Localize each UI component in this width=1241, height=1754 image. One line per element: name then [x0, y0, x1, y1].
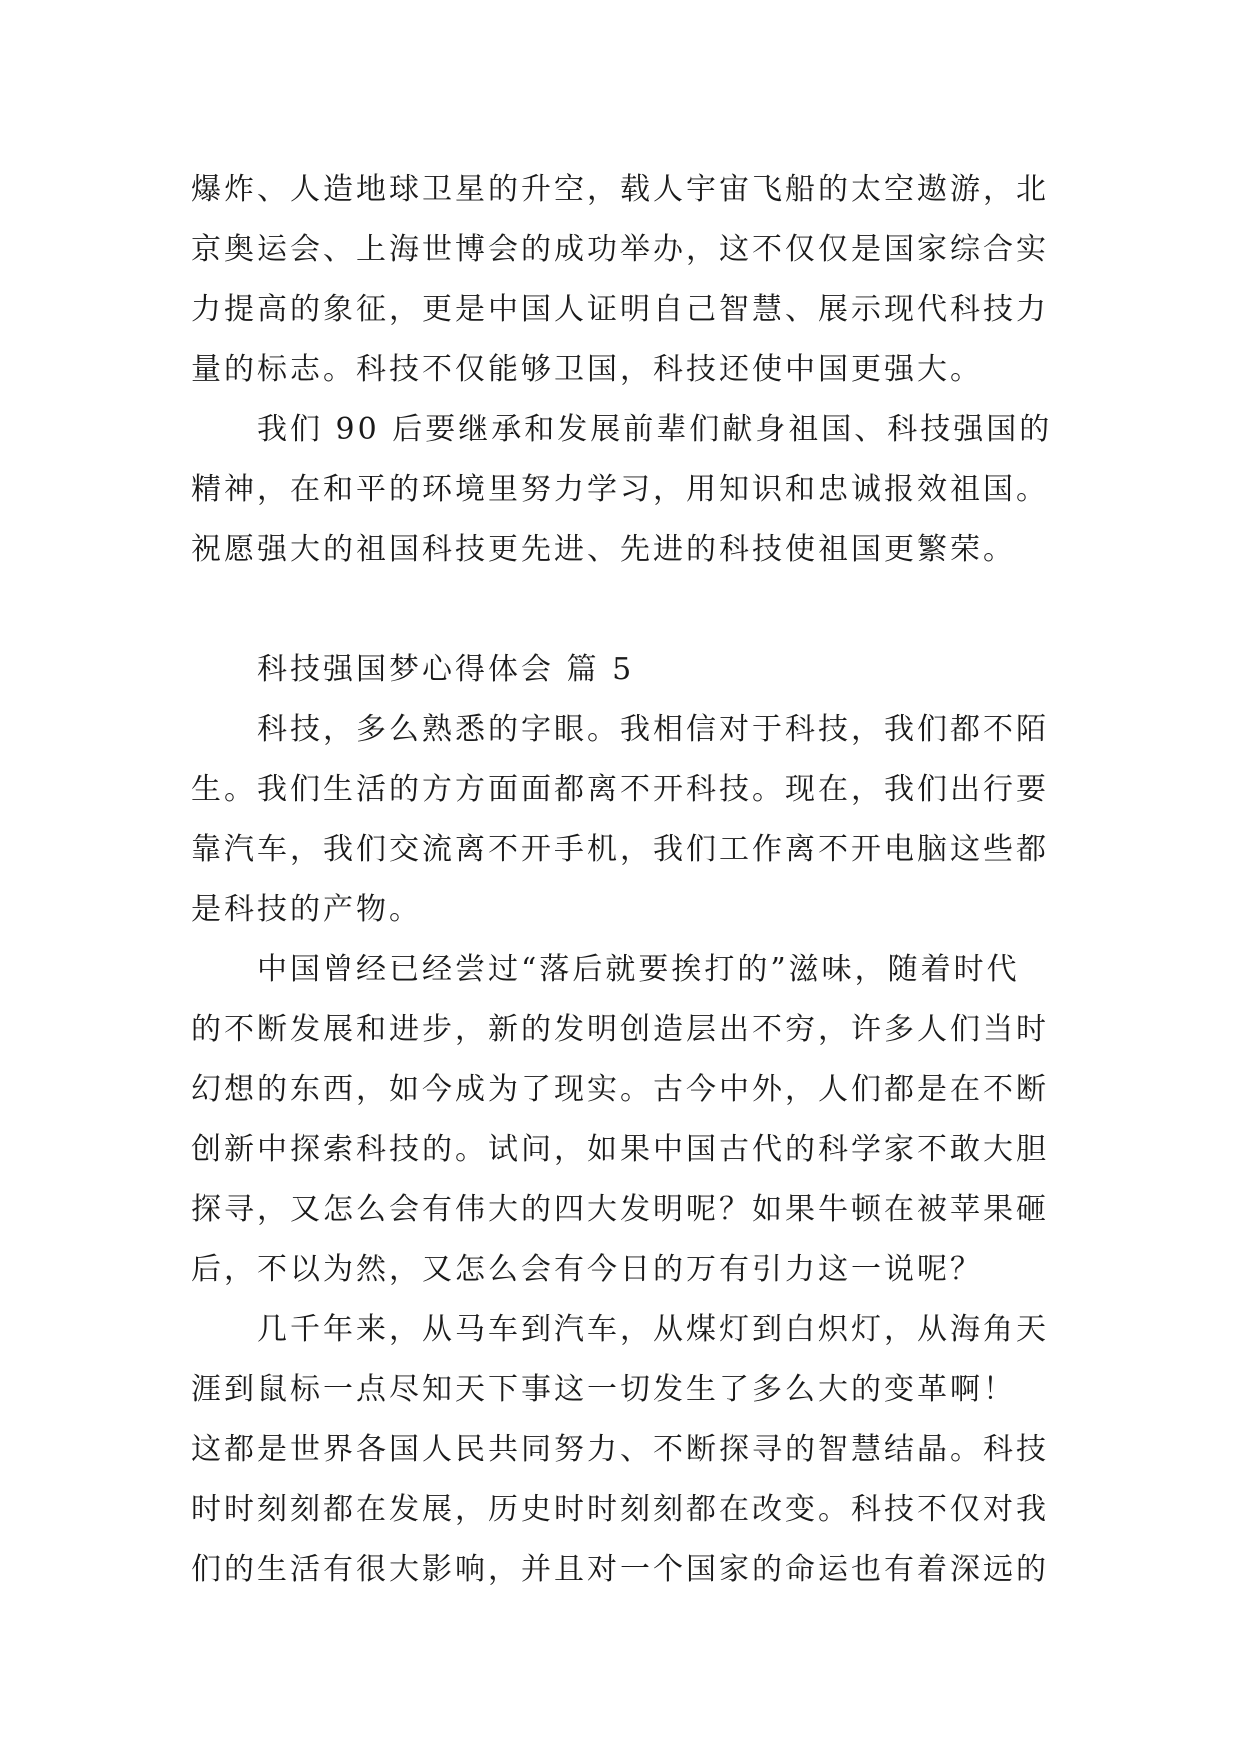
- text-line: 科技，多么熟悉的字眼。我相信对于科技，我们都不陌: [257, 712, 1049, 747]
- paragraph: [191, 700, 1061, 940]
- text-line: 京奥运会、上海世博会的成功举办，这不仅仅是国家综合实: [191, 232, 1049, 267]
- paragraph-gap: [191, 580, 1061, 640]
- text-line: 力提高的象征，更是中国人证明自己智慧、展示现代科技力: [191, 292, 1049, 327]
- text-line: 时时刻刻都在发展，历史时时刻刻都在改变。科技不仅对我: [191, 1492, 1049, 1527]
- text-line: 祝愿强大的祖国科技更先进、先进的科技使祖国更繁荣。: [191, 532, 1016, 567]
- text-line: 量的标志。科技不仅能够卫国，科技还使中国更强大。: [191, 352, 983, 387]
- text-line: 是科技的产物。: [191, 892, 422, 927]
- paragraph: [191, 400, 1061, 580]
- text-line: 的不断发展和进步，新的发明创造层出不穷，许多人们当时: [191, 1012, 1049, 1047]
- paragraph: [191, 940, 1061, 1300]
- text-line: 幻想的东西，如今成为了现实。古今中外，人们都是在不断: [191, 1072, 1049, 1107]
- text-line: 后，不以为然，又怎么会有今日的万有引力这一说呢？: [191, 1252, 983, 1287]
- text-line: 我们 90 后要继承和发展前辈们献身祖国、科技强国的: [257, 412, 1053, 447]
- text-line: 中国曾经已经尝过“落后就要挨打的”滋味，随着时代: [257, 952, 1020, 987]
- paragraph: [191, 1300, 1061, 1600]
- text-line: 探寻，又怎么会有伟大的四大发明呢？如果牛顿在被苹果砸: [191, 1192, 1049, 1227]
- text-line: 创新中探索科技的。试问，如果中国古代的科学家不敢大胆: [191, 1132, 1049, 1167]
- text-line: 几千年来，从马车到汽车，从煤灯到白炽灯，从海角天: [257, 1312, 1049, 1347]
- text-line: 爆炸、人造地球卫星的升空，载人宇宙飞船的太空遨游，北: [191, 172, 1049, 207]
- text-line: 们的生活有很大影响，并且对一个国家的命运也有着深远的: [191, 1552, 1049, 1587]
- text-line: 靠汽车，我们交流离不开手机，我们工作离不开电脑这些都: [191, 832, 1049, 867]
- text-line: 生。我们生活的方方面面都离不开科技。现在，我们出行要: [191, 772, 1049, 807]
- text-line: 涯到鼠标一点尽知天下事这一切发生了多么大的变革啊！: [191, 1372, 1016, 1407]
- text-line: 精神，在和平的环境里努力学习，用知识和忠诚报效祖国。: [191, 472, 1049, 507]
- text-line: 这都是世界各国人民共同努力、不断探寻的智慧结晶。科技: [191, 1432, 1049, 1467]
- paragraph: [191, 160, 1061, 400]
- document-body: [191, 160, 1061, 1600]
- section-title: 科技强国梦心得体会 篇 5: [257, 652, 635, 687]
